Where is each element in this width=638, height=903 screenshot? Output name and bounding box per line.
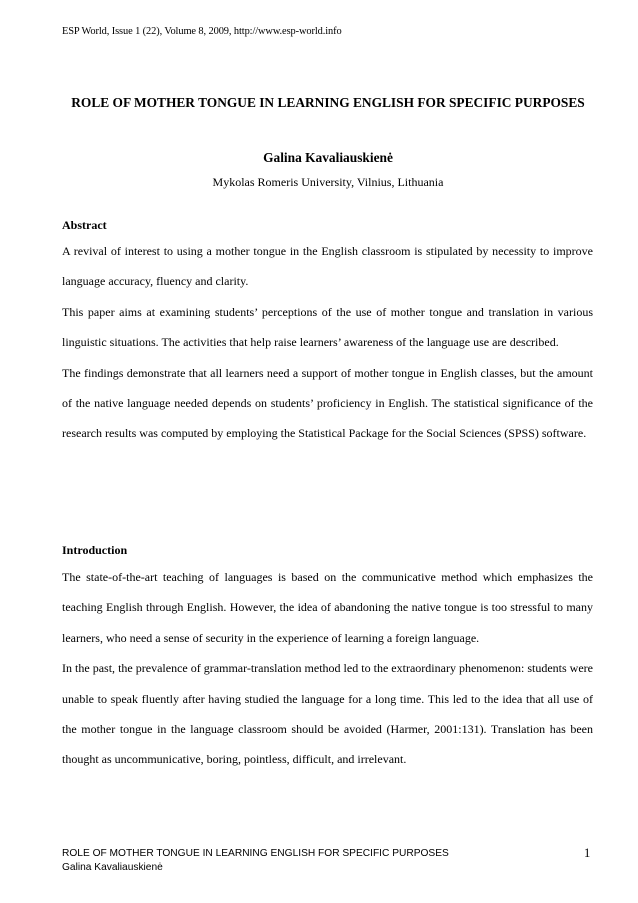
author-affiliation: Mykolas Romeris University, Vilnius, Lithuania <box>212 175 444 189</box>
footer-title: ROLE OF MOTHER TONGUE IN LEARNING ENGLISH FOR SPECIFIC PURPOSES <box>62 848 449 859</box>
abstract-heading: Abstract <box>62 218 107 232</box>
introduction-paragraph: The state-of-the-art teaching of languages is based on the communicative method which emphasizes the teaching English through English. However, the idea of abandoning the native tongue is too stressful to many learners, who need a sense of security in the experience of learning a foreign language. <box>62 570 593 645</box>
paper-title: ROLE OF MOTHER TONGUE IN LEARNING ENGLISH FOR SPECIFIC PURPOSES <box>71 95 585 110</box>
running-header: ESP World, Issue 1 (22), Volume 8, 2009, http://www.esp-world.info <box>62 26 342 37</box>
author-name: Galina Kavaliauskienė <box>263 150 393 165</box>
abstract-paragraph: A revival of interest to using a mother tongue in the English classroom is stipulated by necessity to improve language accuracy, fluency and clarity. <box>62 244 593 289</box>
abstract-paragraph: This paper aims at examining students’ perceptions of the use of mother tongue and translation in various linguistic situations. The activities that help raise learners’ awareness of the language use are described. <box>62 304 593 350</box>
abstract-body <box>62 236 593 449</box>
introduction-heading: Introduction <box>62 543 128 557</box>
abstract-paragraph: The findings demonstrate that all learners need a support of mother tongue in English classes, but the amount of the native language needed depends on students’ proficiency in English. The statistical significance of the research results was computed by employing the Statistical Package for the Social Sciences (SPSS) software. <box>62 365 593 441</box>
running-footer <box>62 847 532 875</box>
introduction-paragraph: In the past, the prevalence of grammar-translation method led to the extraordinary phenomenon: students were unable to speak fluently after having studied the language for a long time. This led to the idea that all use of the mother tongue in the language classroom should be avoided (Harmer, 2001:131). Translation has been thought as uncommunicative, boring, pointless, difficult, and irrelevant. <box>62 661 593 767</box>
introduction-body <box>62 562 593 775</box>
footer-author: Galina Kavaliauskienė <box>62 862 163 873</box>
page-number: 1 <box>584 846 591 860</box>
